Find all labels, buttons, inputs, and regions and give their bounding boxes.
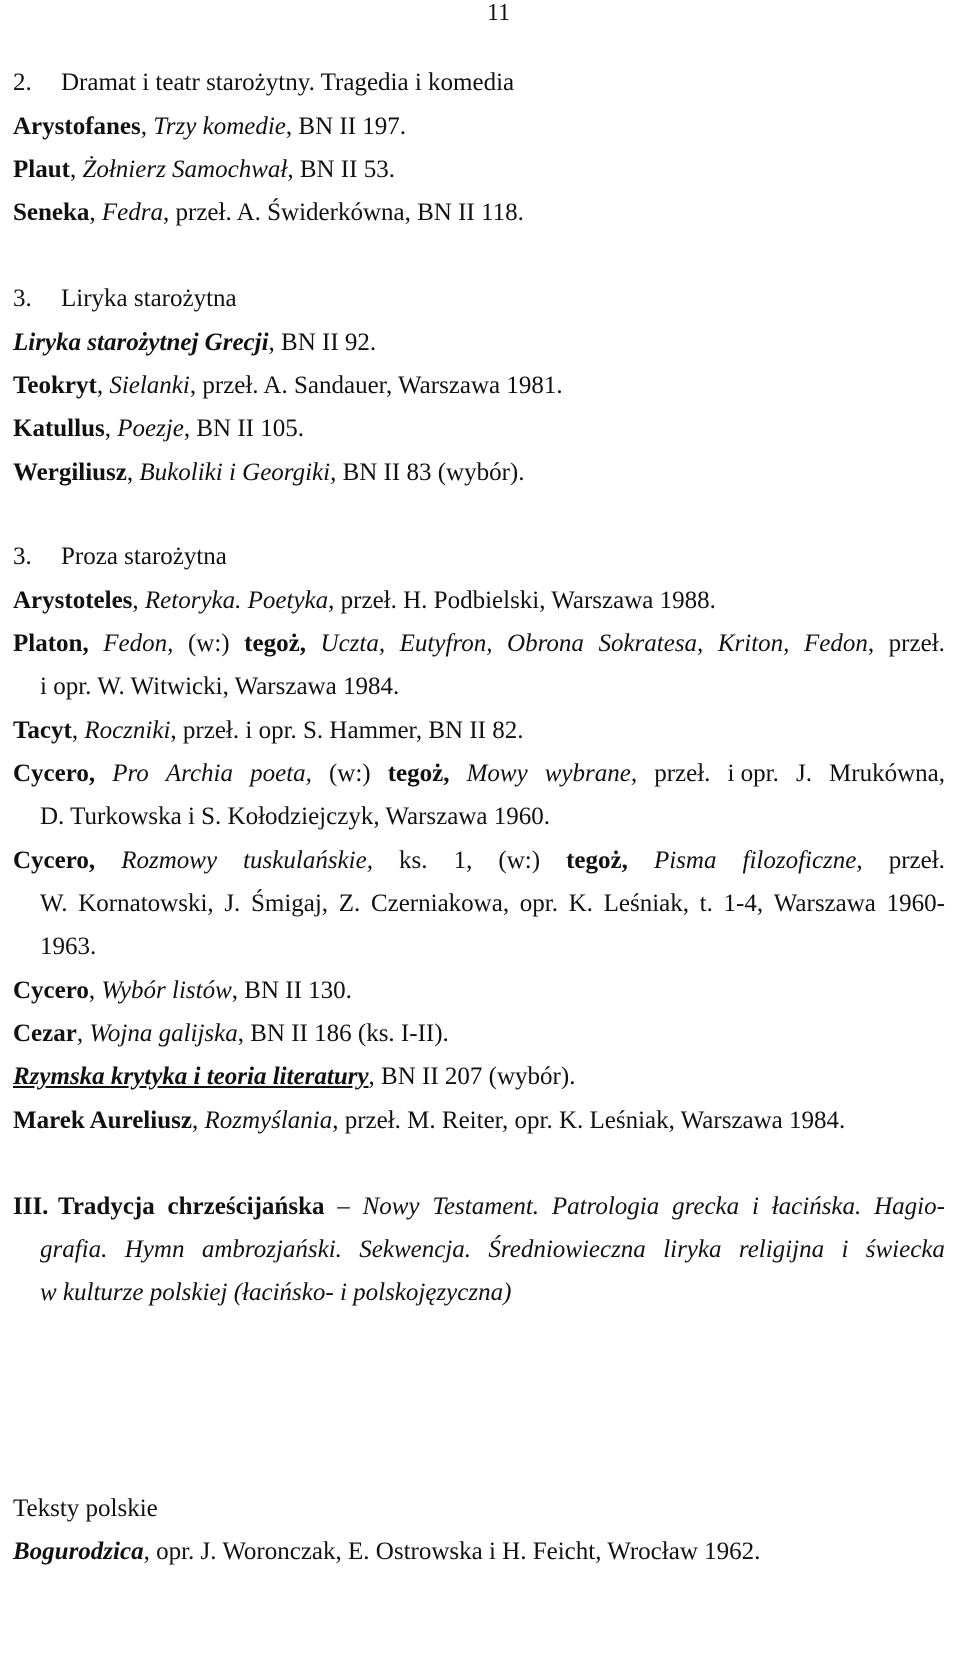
section-christian-line2: grafia. Hymn ambrozjański. Sekwencja. Średniowieczna liryka religijna i świecka xyxy=(40,1236,945,1263)
subheading-teksty-polskie: Teksty polskie xyxy=(13,1495,158,1522)
bib-entry-teokryt: Teokryt, Sielanki, przeł. A. Sandauer, Warszawa 1981. xyxy=(13,372,563,399)
bib-entry-cezar: Cezar, Wojna galijska, BN II 186 (ks. I-II). xyxy=(13,1020,449,1047)
bib-entry-katullus: Katullus, Poezje, BN II 105. xyxy=(13,415,304,442)
bib-entry-marek-aureliusz: Marek Aureliusz, Rozmyślania, przeł. M. Reiter, opr. K. Leśniak, Warszawa 1984. xyxy=(13,1107,846,1134)
bib-entry-bogurodzica: Bogurodzica, opr. J. Woronczak, E. Ostrowska i H. Feicht, Wrocław 1962. xyxy=(13,1538,761,1565)
bib-entry-liryka-grecji: Liryka starożytnej Grecji, BN II 92. xyxy=(13,329,377,356)
bib-entry-seneka: Seneka, Fedra, przeł. A. Świderkówna, BN II 118. xyxy=(13,199,524,226)
bib-entry-tacyt: Tacyt, Roczniki, przeł. i opr. S. Hammer, BN II 82. xyxy=(13,717,524,744)
section-christian-line3: w kulturze polskiej (łacińsko- i polskojęzyczna) xyxy=(40,1279,512,1306)
bib-entry-cycero-archia: Cycero, Pro Archia poeta, (w:) tegoż, Mowy wybrane, przeł. i opr. J. Mrukówna, xyxy=(13,760,945,787)
bib-entry-arystofanes: Arystofanes, Trzy komedie, BN II 197. xyxy=(13,113,407,140)
section-heading-prose: 3. Proza starożytna xyxy=(13,543,227,570)
bib-entry-cycero-tuskulanskie-line2: W. Kornatowski, J. Śmigaj, Z. Czerniakowa, opr. K. Leśniak, t. 1-4, Warszawa 1960- xyxy=(40,890,945,917)
bib-entry-cycero-archia-cont: D. Turkowska i S. Kołodziejczyk, Warszawa 1960. xyxy=(40,803,550,830)
bib-entry-cycero-tuskulanskie: Cycero, Rozmowy tuskulańskie, ks. 1, (w:) tegoż, Pisma filozoficzne, przeł. xyxy=(13,847,945,874)
bib-entry-platon: Platon, Fedon, (w:) tegoż, Uczta, Eutyfron, Obrona Sokratesa, Kriton, Fedon, przeł. xyxy=(13,630,945,657)
bib-entry-wergiliusz: Wergiliusz, Bukoliki i Georgiki, BN II 83 (wybór). xyxy=(13,459,525,486)
section-heading-lyric: 3. Liryka starożytna xyxy=(13,285,237,312)
bib-entry-platon-cont: i opr. W. Witwicki, Warszawa 1984. xyxy=(40,673,400,700)
bib-entry-plaut: Plaut, Żołnierz Samochwał, BN II 53. xyxy=(13,156,395,183)
bib-entry-cycero-tuskulanskie-cont: 1963. xyxy=(40,933,97,960)
bib-entry-cycero-listy: Cycero, Wybór listów, BN II 130. xyxy=(13,977,352,1004)
bib-entry-arystoteles: Arystoteles, Retoryka. Poetyka, przeł. H. Podbielski, Warszawa 1988. xyxy=(13,587,716,614)
section-heading-christian: III. Tradycja chrześcijańska – Nowy Testament. Patrologia grecka i łacińska. Hagio- xyxy=(13,1193,945,1220)
section-heading-drama: 2. Dramat i teatr starożytny. Tragedia i komedia xyxy=(13,69,515,96)
page-number: 11 xyxy=(487,0,511,26)
bib-entry-rzymska-krytyka: Rzymska krytyka i teoria literatury, BN II 207 (wybór). xyxy=(13,1063,576,1090)
